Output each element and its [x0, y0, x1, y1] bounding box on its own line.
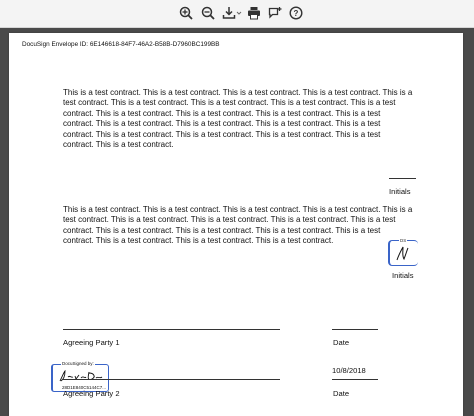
agreeing-party-2-label: Agreeing Party 2	[63, 389, 120, 398]
signature-hash: 28D1E840C5144C7...	[62, 385, 107, 390]
signature-line-party-1	[63, 329, 280, 330]
initials-label-1: Initials	[389, 187, 411, 196]
initials-tag-label: DS	[400, 238, 407, 243]
docusigned-by-label: DocuSigned by:	[62, 361, 94, 366]
download-icon	[222, 6, 242, 20]
date-label-1: Date	[333, 338, 350, 347]
date-value: 10/8/2018	[332, 366, 366, 375]
zoom-in-icon	[179, 6, 193, 20]
contract-paragraph-1: This is a test contract. This is a test contract. This is a test contract. This is a test contract. This is a test contract. This is a test contract. This is a test contract. This is a test contract. This is a test contract. This is a test contract. This is a test contract. This is a test contract. This is a test contract. This is a test contract. This is a test contract. This is a test contract. This is a test contract. This is a test contract. This is a test contract. This is a test contract. This is a test contract. This is a test contract.	[63, 88, 413, 150]
initials-signature-icon	[394, 244, 418, 264]
document-page	[9, 33, 463, 416]
add-comment-button[interactable]	[266, 4, 284, 22]
print-button[interactable]	[245, 4, 263, 22]
help-button[interactable]	[287, 4, 305, 22]
agreeing-party-1-label: Agreeing Party 1	[63, 338, 120, 347]
signature-icon	[56, 369, 106, 385]
envelope-id: DocuSign Envelope ID: 6E146618-84F7-46A2-B58B-D7960BC199BB	[22, 41, 220, 48]
initials-field[interactable]	[388, 240, 418, 266]
contract-paragraph-2: This is a test contract. This is a test contract. This is a test contract. This is a test contract. This is a test contract. This is a test contract. This is a test contract. This is a test contract. This is a test contract. This is a test contract. This is a test contract. This is a test contract. This is a test contract. This is a test contract. This is a test contract. This is a test contract.	[63, 205, 413, 246]
download-button[interactable]	[221, 4, 243, 22]
date-line-2	[332, 379, 378, 380]
zoom-in-button[interactable]	[177, 4, 195, 22]
date-label-2: Date	[333, 389, 350, 398]
initials-line-1	[389, 178, 416, 179]
svg-text:?: ?	[293, 9, 299, 18]
print-icon	[247, 6, 261, 20]
date-line-1	[332, 329, 378, 330]
signature-line-party-2	[63, 379, 280, 380]
pdf-toolbar	[0, 0, 474, 28]
comment-add-icon	[268, 6, 282, 20]
initials-label-2: Initials	[392, 271, 414, 280]
zoom-out-button[interactable]	[199, 4, 217, 22]
zoom-out-icon	[201, 6, 215, 20]
help-icon	[289, 6, 303, 20]
